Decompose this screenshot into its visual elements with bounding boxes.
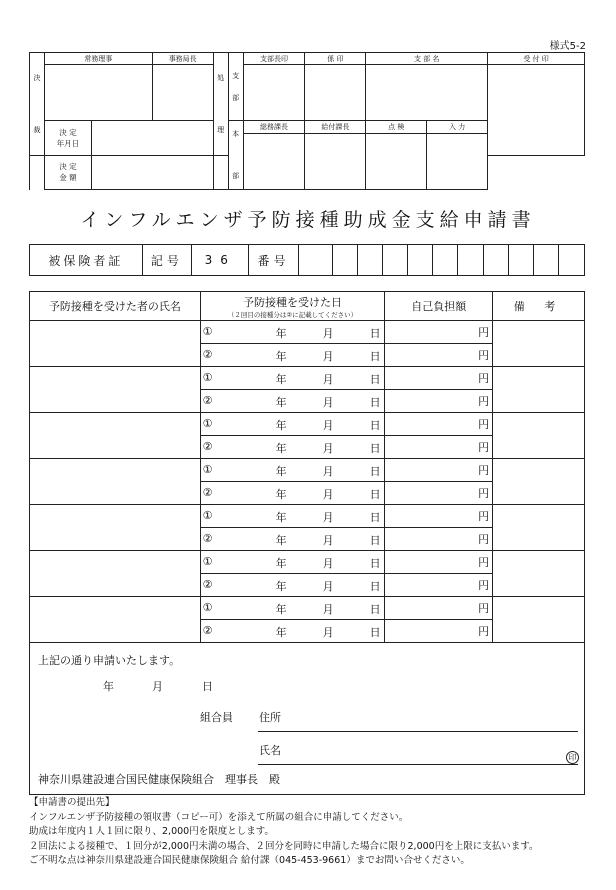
month-label: 月 <box>322 396 334 409</box>
year-label: 年 <box>275 350 287 363</box>
day-label: 日 <box>369 557 381 570</box>
kigo-label: 記号 <box>142 245 191 276</box>
approval-stamp-box <box>29 52 585 190</box>
col-header-date: 予防接種を受けた日 （２回目の接種分は②に記載してください） <box>200 292 385 321</box>
day-label: 日 <box>369 465 381 478</box>
name-label: 氏名 <box>259 744 281 757</box>
person-name-field[interactable] <box>30 321 201 367</box>
amount-field[interactable] <box>385 597 493 620</box>
dose-mark: ② <box>202 624 213 637</box>
yen-label: 円 <box>478 533 490 546</box>
person-name-field[interactable] <box>30 367 201 413</box>
bango-digit[interactable] <box>458 245 483 276</box>
table-row <box>30 367 585 390</box>
jimukyokucho-stamp[interactable] <box>152 65 213 121</box>
jomu-riji-header: 常務理事 <box>44 53 152 65</box>
year-label: 年 <box>275 465 287 478</box>
dose-mark: ② <box>202 486 213 499</box>
amount-field[interactable] <box>385 620 493 643</box>
shibu-label: 支 部 <box>228 53 243 121</box>
bango-digit[interactable] <box>433 245 458 276</box>
vaccination-date-field[interactable] <box>200 505 385 528</box>
yen-label: 円 <box>478 326 490 339</box>
remarks-field[interactable] <box>493 367 585 413</box>
member-label: 組合員 <box>200 711 233 724</box>
vaccination-date-field[interactable] <box>200 597 385 620</box>
yen-label: 円 <box>478 349 490 362</box>
apply-month-label: 月 <box>152 680 163 693</box>
amount-field[interactable] <box>385 390 493 413</box>
month-label: 月 <box>322 327 334 340</box>
kakari-in-header: 係 印 <box>305 53 366 65</box>
insured-card-row <box>29 244 585 276</box>
dose-mark: ② <box>202 394 213 407</box>
year-label: 年 <box>275 603 287 616</box>
shibucho-stamp[interactable] <box>243 65 305 121</box>
person-name-field[interactable] <box>30 413 201 459</box>
table-row <box>30 597 585 620</box>
year-label: 年 <box>275 442 287 455</box>
amount-field[interactable] <box>385 413 493 436</box>
kettei-date-field[interactable] <box>91 121 213 155</box>
vaccination-date-field[interactable] <box>200 436 385 459</box>
seal-mark: 印 <box>566 751 579 764</box>
vaccination-date-field[interactable] <box>200 620 385 643</box>
kettei-kingaku-label: 決 定 金 額 <box>44 155 91 189</box>
month-label: 月 <box>322 580 334 593</box>
vaccination-date-field[interactable] <box>200 551 385 574</box>
yen-label: 円 <box>478 602 490 615</box>
address-label: 住所 <box>259 711 281 724</box>
yen-label: 円 <box>478 418 490 431</box>
yen-label: 円 <box>478 487 490 500</box>
dose-mark: ① <box>202 601 213 614</box>
day-label: 日 <box>369 580 381 593</box>
month-label: 月 <box>322 511 334 524</box>
table-row <box>30 505 585 528</box>
amount-field[interactable] <box>385 505 493 528</box>
month-label: 月 <box>322 488 334 501</box>
bango-digit[interactable] <box>298 245 332 276</box>
amount-field[interactable] <box>385 367 493 390</box>
year-label: 年 <box>275 511 287 524</box>
nyuryoku-header: 入 力 <box>427 121 488 133</box>
month-label: 月 <box>322 534 334 547</box>
day-label: 日 <box>369 442 381 455</box>
yen-label: 円 <box>478 625 490 638</box>
vaccination-date-field[interactable] <box>200 482 385 505</box>
amount-field[interactable] <box>385 321 493 344</box>
kettei-nengappi-label: 決 定 年月日 <box>44 121 91 155</box>
person-name-field[interactable] <box>30 459 201 505</box>
kakari-stamp[interactable] <box>305 65 366 121</box>
remarks-field[interactable] <box>493 321 585 367</box>
notice-heading: 【申請書の提出先】 <box>29 797 115 808</box>
kyufu-kacho-stamp[interactable] <box>305 133 366 189</box>
notice-line: ２回法による接種で、１回分が2,000円未満の場合、２回分を同時に申請した場合に限り2,000円を上限に支払います。 <box>29 840 539 852</box>
day-label: 日 <box>369 396 381 409</box>
notice-line: インフルエンザ予防接種の領収書（コピー可）を添えて所属の組合に申請してください。 <box>29 811 409 823</box>
yen-label: 円 <box>478 395 490 408</box>
day-label: 日 <box>369 327 381 340</box>
month-label: 月 <box>322 465 334 478</box>
vaccination-date-field[interactable] <box>200 528 385 551</box>
person-name-field[interactable] <box>30 551 201 597</box>
remarks-field[interactable] <box>493 413 585 459</box>
name-line[interactable] <box>258 764 578 765</box>
col-header-name: 予防接種を受けた者の氏名 <box>30 292 201 321</box>
vaccination-date-field[interactable] <box>200 321 385 344</box>
amount-field[interactable] <box>385 551 493 574</box>
declaration-section <box>29 643 585 795</box>
notice-section <box>29 796 609 869</box>
bango-digit[interactable] <box>333 245 358 276</box>
day-label: 日 <box>369 350 381 363</box>
dose-mark: ① <box>202 417 213 430</box>
year-label: 年 <box>275 580 287 593</box>
year-label: 年 <box>275 373 287 386</box>
apply-day-label: 日 <box>202 680 213 693</box>
bango-digit[interactable] <box>558 245 584 276</box>
vaccination-date-field[interactable] <box>200 390 385 413</box>
month-label: 月 <box>322 373 334 386</box>
day-label: 日 <box>369 488 381 501</box>
kessai-label: 決 裁 <box>30 53 45 156</box>
vaccination-date-field[interactable] <box>200 413 385 436</box>
bango-digit[interactable] <box>533 245 558 276</box>
dose-mark: ② <box>202 348 213 361</box>
vaccination-date-field[interactable] <box>200 459 385 482</box>
year-label: 年 <box>275 419 287 432</box>
day-label: 日 <box>369 603 381 616</box>
nyuryoku-stamp[interactable] <box>427 133 488 189</box>
col-header-amount: 自己負担額 <box>385 292 493 321</box>
day-label: 日 <box>369 534 381 547</box>
vaccination-table <box>29 291 585 643</box>
kyufu-kacho-header: 給付課長 <box>305 121 366 133</box>
vaccination-date-field[interactable] <box>200 367 385 390</box>
addressee: 神奈川県建設連合国民健康保険組合 理事長 殿 <box>38 773 280 786</box>
month-label: 月 <box>322 442 334 455</box>
month-label: 月 <box>322 419 334 432</box>
shibu-name-field[interactable] <box>366 65 488 121</box>
kettei-amount-field[interactable] <box>91 155 213 189</box>
remarks-field[interactable] <box>493 505 585 551</box>
apply-year-label: 年 <box>103 680 114 693</box>
day-label: 日 <box>369 419 381 432</box>
shibu-mei-header: 支 部 名 <box>366 53 488 65</box>
bango-digit[interactable] <box>508 245 533 276</box>
amount-field[interactable] <box>385 459 493 482</box>
col-header-note: 備 考 <box>493 292 585 321</box>
bango-digit[interactable] <box>408 245 433 276</box>
somu-kacho-header: 総務課長 <box>243 121 305 133</box>
dose-mark: ② <box>202 532 213 545</box>
address-line[interactable] <box>258 731 578 732</box>
month-label: 月 <box>322 626 334 639</box>
bango-digit[interactable] <box>383 245 408 276</box>
person-name-field[interactable] <box>30 597 201 643</box>
yen-label: 円 <box>478 510 490 523</box>
day-label: 日 <box>369 373 381 386</box>
honbu-label: 本 部 <box>228 121 243 190</box>
shori-label: 処 理 <box>213 53 228 156</box>
notice-line: ご不明な点は神奈川県建設連合国民健康保険組合 給付課（045-453-9661）までお問い合せください。 <box>29 855 470 866</box>
amount-field[interactable] <box>385 574 493 597</box>
amount-field[interactable] <box>385 344 493 367</box>
form-code: 様式5-2 <box>549 41 586 52</box>
tenken-header: 点 検 <box>366 121 427 133</box>
year-label: 年 <box>275 488 287 501</box>
kigo-value[interactable]: 36 <box>191 245 248 276</box>
yen-label: 円 <box>478 464 490 477</box>
table-row <box>30 321 585 344</box>
amount-field[interactable] <box>385 436 493 459</box>
uketsuke-stamp[interactable] <box>488 65 585 156</box>
month-label: 月 <box>322 557 334 570</box>
jomu-riji-stamp[interactable] <box>44 65 152 121</box>
vaccination-date-field[interactable] <box>200 344 385 367</box>
bango-digit[interactable] <box>483 245 508 276</box>
insured-card-label: 被保険者証 <box>30 245 143 276</box>
uketsuke-in-header: 受 付 印 <box>488 53 585 65</box>
table-row <box>30 459 585 482</box>
dose-mark: ① <box>202 509 213 522</box>
yen-label: 円 <box>478 579 490 592</box>
yen-label: 円 <box>478 372 490 385</box>
year-label: 年 <box>275 396 287 409</box>
day-label: 日 <box>369 511 381 524</box>
year-label: 年 <box>275 557 287 570</box>
shibucho-in-header: 支部長印 <box>243 53 305 65</box>
month-label: 月 <box>322 603 334 616</box>
dose-mark: ② <box>202 578 213 591</box>
dose-mark: ① <box>202 555 213 568</box>
statement: 上記の通り申請いたします。 <box>38 654 181 667</box>
amount-field[interactable] <box>385 528 493 551</box>
year-label: 年 <box>275 534 287 547</box>
amount-field[interactable] <box>385 482 493 505</box>
year-label: 年 <box>275 626 287 639</box>
yen-label: 円 <box>478 441 490 454</box>
table-row <box>30 551 585 574</box>
jimukyokucho-header: 事務局長 <box>152 53 213 65</box>
remarks-field[interactable] <box>493 551 585 597</box>
day-label: 日 <box>369 626 381 639</box>
month-label: 月 <box>322 350 334 363</box>
remarks-field[interactable] <box>493 597 585 643</box>
bango-label: 番号 <box>249 245 298 276</box>
remarks-field[interactable] <box>493 459 585 505</box>
bango-digit[interactable] <box>358 245 383 276</box>
tenken-stamp[interactable] <box>366 133 427 189</box>
dose-mark: ① <box>202 463 213 476</box>
dose-mark: ① <box>202 371 213 384</box>
notice-line: 助成は年度内１人１回に限り、2,000円を限度とします。 <box>29 826 274 837</box>
vaccination-date-field[interactable] <box>200 574 385 597</box>
table-row <box>30 413 585 436</box>
yen-label: 円 <box>478 556 490 569</box>
year-label: 年 <box>275 327 287 340</box>
dose-mark: ① <box>202 325 213 338</box>
form-title: インフルエンザ予防接種助成金支給申請書 <box>80 209 536 231</box>
somu-kacho-stamp[interactable] <box>243 133 305 189</box>
person-name-field[interactable] <box>30 505 201 551</box>
dose-mark: ② <box>202 440 213 453</box>
